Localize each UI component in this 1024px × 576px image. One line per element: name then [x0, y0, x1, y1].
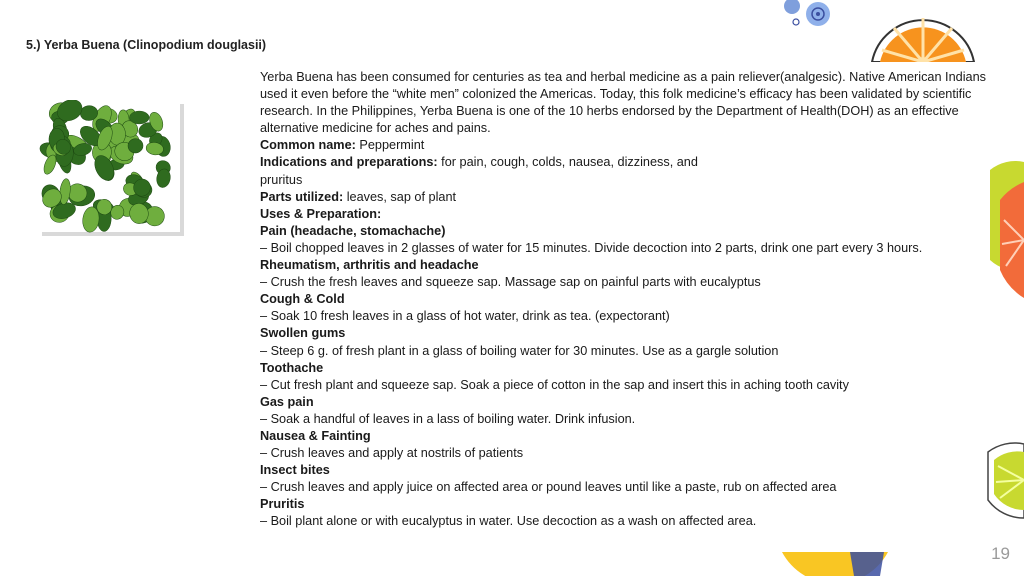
- use-heading: Pruritis: [260, 497, 305, 512]
- slide-body: [260, 69, 990, 531]
- use-text: – Boil plant alone or with eucalyptus in water. Use decoction as a wash on affected area.: [260, 514, 757, 529]
- use-text: – Crush the fresh leaves and squeeze sap. Massage sap on painful parts with eucalyptus: [260, 275, 761, 290]
- common-name-line: [260, 137, 990, 154]
- indications-continuation: pruritus: [260, 172, 303, 187]
- lime-slice-decoration: [986, 440, 1024, 520]
- parts-label: Parts utilized:: [260, 189, 344, 204]
- use-heading: Gas pain: [260, 394, 314, 409]
- use-heading: Nausea & Fainting: [260, 428, 371, 443]
- indications-value: for pain, cough, colds, nausea, dizziness, and: [437, 155, 698, 170]
- blue-dots-decoration: [772, 0, 836, 36]
- parts-value: leaves, sap of plant: [343, 189, 457, 204]
- use-text: – Crush leaves and apply juice on affected area or pound leaves until like a paste, rub on affected area: [260, 480, 837, 495]
- orange-slice-decoration: [868, 0, 978, 62]
- slide-title: 5.) Yerba Buena (Clinopodium douglasii): [26, 38, 267, 52]
- use-heading: Toothache: [260, 360, 324, 375]
- lime-orange-right-decoration: [986, 160, 1024, 300]
- yellow-slice-decoration: [780, 552, 890, 576]
- use-heading: Cough & Cold: [260, 292, 345, 307]
- page-number: 19: [991, 544, 1010, 563]
- leaf-shape: [130, 111, 150, 124]
- parts-line: [260, 189, 990, 206]
- use-text: – Cut fresh plant and squeeze sap. Soak a piece of cotton in the sap and insert this in aching tooth cavity: [260, 377, 849, 392]
- use-text: – Steep 6 g. of fresh plant in a glass of boiling water for 30 minutes. Use as a gargle solution: [260, 343, 779, 358]
- use-heading: Swollen gums: [260, 326, 346, 341]
- uses-heading: Uses & Preparation:: [260, 206, 382, 221]
- yerba-buena-plant-image: [38, 100, 184, 236]
- intro-paragraph: Yerba Buena has been consumed for centuries as tea and herbal medicine as a pain reliever(analgesic). Native American Indians used it even before the “white men” colonized the Americas. Today, this folk medicine’s efficacy has been validated by scientific research. In the Philippines, Yerba Buena is one of the 10 herbs endorsed by the Department of Health(DOH) as an effective alternative medicine for aches and pains.: [260, 70, 986, 136]
- use-text: – Boil chopped leaves in 2 glasses of water for 15 minutes. Divide decoction into 2 parts, drink one part every 3 hours.: [260, 240, 923, 255]
- indications-label: Indications and preparations:: [260, 155, 438, 170]
- use-text: – Soak a handful of leaves in a lass of boiling water. Drink infusion.: [260, 411, 636, 426]
- indications-line: [260, 154, 990, 171]
- use-text: – Crush leaves and apply at nostrils of patients: [260, 446, 524, 461]
- use-heading: Pain (headache, stomachache): [260, 223, 446, 238]
- common-name-value: Peppermint: [355, 138, 425, 153]
- use-heading: Rheumatism, arthritis and headache: [260, 258, 479, 273]
- use-text: – Soak 10 fresh leaves in a glass of hot water, drink as tea. (expectorant): [260, 309, 670, 324]
- common-name-label: Common name:: [260, 138, 356, 153]
- use-heading: Insect bites: [260, 463, 330, 478]
